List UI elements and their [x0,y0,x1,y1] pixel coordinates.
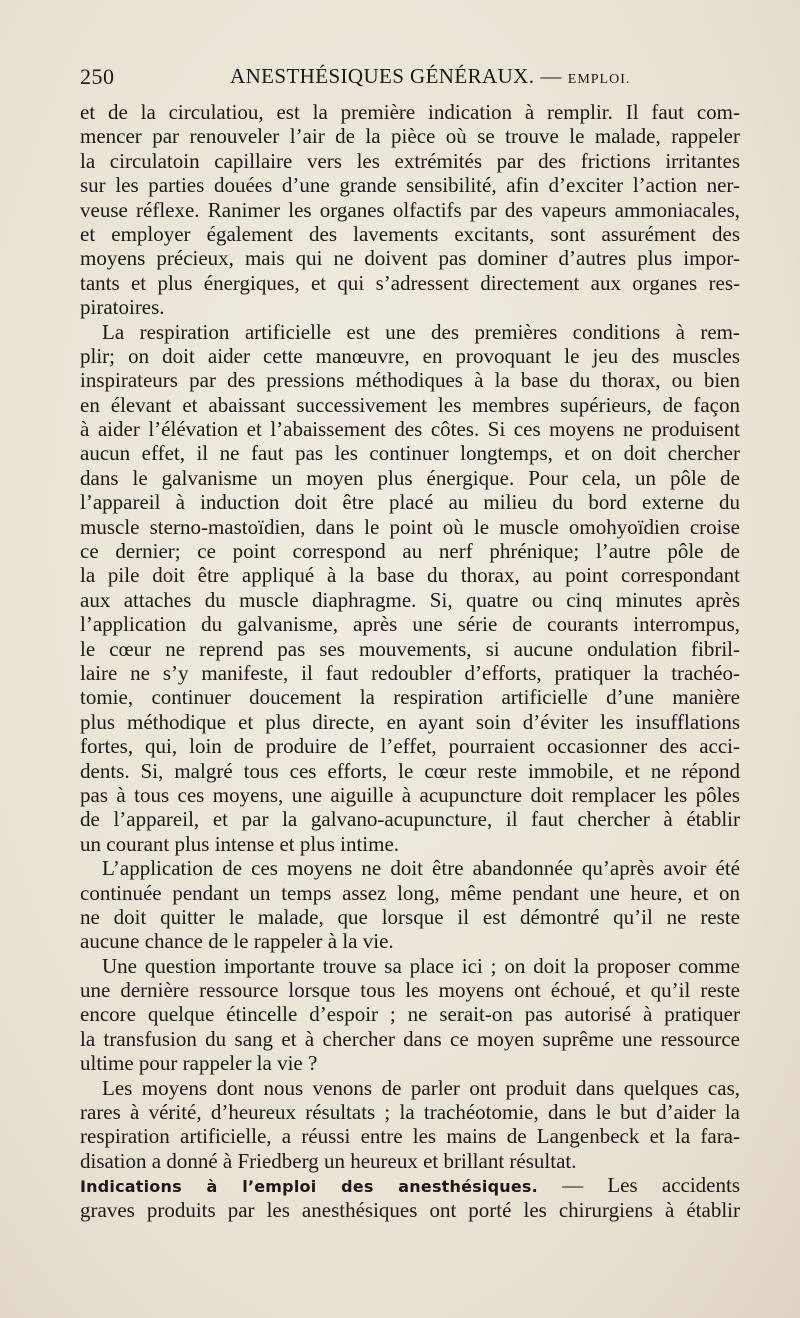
text-line: respiration artificielle, a réussi entre les mains de Langenbeck et la fara- [80,1124,740,1149]
text-line: encore quelque étincelle d’espoir ; ne serait-on pas autorisé à pratiquer [80,1002,740,1027]
text-line: graves produits par les anesthésiques ont porté les chirurgiens à établir [80,1197,740,1222]
text-line: dents. Si, malgré tous ces efforts, le cœur reste immobile, et ne répond [80,758,740,783]
text-line: un courant plus intense et plus intime. [80,831,400,856]
text-line: aux attaches du muscle diaphragme. Si, quatre ou cinq minutes après [80,587,740,612]
text-line: la transfusion du sang et à chercher dans ce moyen suprême une ressource [80,1026,740,1051]
text-line: ne doit quitter le malade, que lorsque il est démontré qu’il ne reste [80,904,740,929]
text-line: et employer également des lavements excitants, sont assurément des [80,221,740,246]
text-line: plus méthodique et plus directe, en ayant soin d’éviter les insufflations [80,709,740,734]
text-line: L’application de ces moyens ne doit être abandonnée qu’après avoir été [102,856,740,881]
text-line: l’appareil à induction doit être placé au milieu du bord externe du [80,490,740,515]
text-line: une dernière ressource lorsque tous les moyens ont échoué, et qu’il reste [80,978,740,1003]
text-line: la circulatoin capillaire vers les extrémités par des frictions irritantes [80,148,740,173]
text-line: La respiration artificielle est une des premières conditions à rem- [102,319,740,344]
text-line: le cœur ne reprend pas ses mouvements, si aucune ondulation fibril- [80,636,740,661]
text-line: l’application du galvanisme, après une série de courants interrompus, [80,612,740,637]
text-line: à aider l’élévation et l’abaissement des côtes. Si ces moyens ne produisent [80,417,740,442]
text-line: sur les parties douées d’une grande sensibilité, afin d’exciter l’action ner- [80,173,740,198]
section-heading-line [80,1173,740,1197]
text-line: de l’appareil, et par la galvano-acupuncture, il faut chercher à établir [80,807,740,832]
text-line: plir; on doit aider cette manœuvre, en provoquant le jeu des muscles [80,343,740,368]
body-text [80,100,740,1222]
text-line: en élevant et abaissant successivement les membres supérieurs, de façon [80,392,740,417]
text-line: disation a donné à Friedberg un heureux et brillant résultat. [80,1148,577,1173]
text-line: rares à vérité, d’heureux résultats ; la trachéotomie, dans le but d’aider la [80,1100,740,1125]
text-line: fortes, qui, loin de produire de l’effet, pourraient occasionner des acci- [80,734,740,759]
running-title [230,64,630,89]
page-number: 250 [80,64,115,89]
running-title-text: ANESTHÉSIQUES GÉNÉRAUX. [230,64,535,88]
text-line: continuée pendant un temps assez long, même pendant une heure, et on [80,880,740,905]
text-line: muscle sterno-mastoïdien, dans le point où le muscle omohyoïdien croise [80,514,740,539]
text-line: dans le galvanisme un moyen plus énergique. Pour cela, un pôle de [80,465,740,490]
running-title-section: EMPLOI. [567,72,631,87]
text-line: tants et plus énergiques, et qui s’adressent directement aux organes res- [80,270,740,295]
running-header [80,64,740,94]
text-line: mencer par renouveler l’air de la pièce où se trouve le malade, rappeler [80,124,740,149]
text-line: piratoires. [80,295,165,320]
text-line: Une question importante trouve sa place ici ; on doit la proposer comme [102,953,740,978]
text-line: Les moyens dont nous venons de parler ont produit dans quelques cas, [102,1075,740,1100]
section-heading: Indications à l’emploi des anesthésiques. [80,1177,538,1197]
text-line: pas à tous ces moyens, une aiguille à acupuncture doit remplacer les pôles [80,782,740,807]
text-line: laire ne s’y manifeste, il faut redoubler d’efforts, pratiquer la trachéo- [80,660,740,685]
section-heading-text: — Les accidents [562,1173,741,1198]
text-line: ultime pour rappeler la vie ? [80,1051,318,1076]
text-line: veuse réflexe. Ranimer les organes olfactifs par des vapeurs ammoniacales, [80,197,740,222]
text-line: moyens précieux, mais qui ne doivent pas dominer d’autres plus impor- [80,246,740,271]
text-line: ce dernier; ce point correspond au nerf phrénique; l’autre pôle de [80,539,740,564]
text-line: aucune chance de le rappeler à la vie. [80,929,394,954]
running-title-dash: — [540,64,562,88]
text-line: inspirateurs par des pressions méthodiques à la base du thorax, ou bien [80,368,740,393]
text-line: la pile doit être appliqué à la base du thorax, au point correspondant [80,563,740,588]
text-line: tomie, continuer doucement la respiration artificielle d’une manière [80,685,740,710]
text-line: aucun effet, il ne faut pas les continuer longtemps, et on doit chercher [80,441,740,466]
text-line: et de la circulatiou, est la première indication à remplir. Il faut com- [80,100,740,124]
